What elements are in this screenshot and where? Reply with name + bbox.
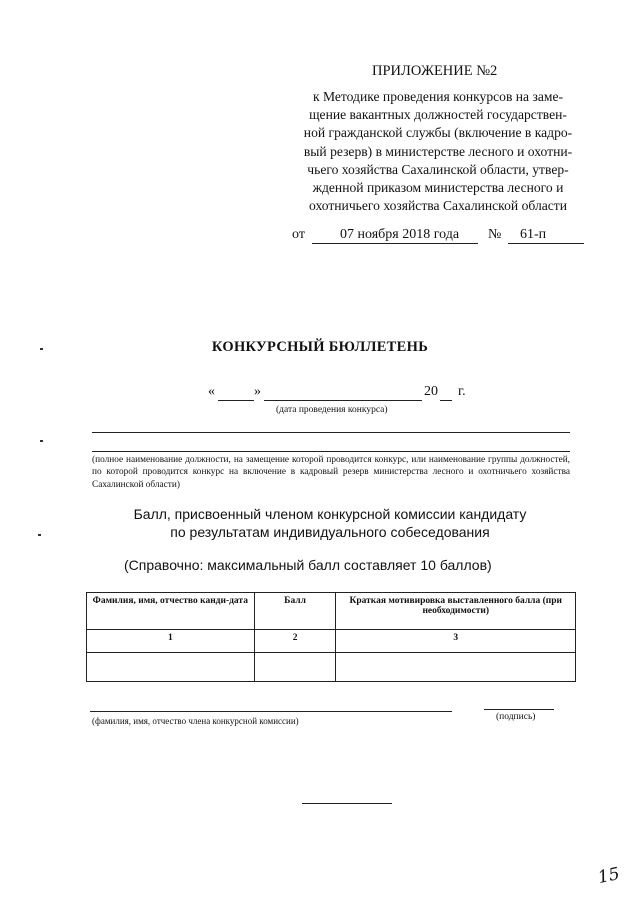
number-label: № [488,227,502,242]
column-number: 1 [87,630,255,653]
handwritten-page-number: 15 [596,863,622,889]
appendix-line: жденной приказом министерства лесного и [312,180,564,196]
scan-speck [40,440,43,442]
scan-speck [40,348,43,350]
bulletin-title: КОНКУРСНЫЙ БЮЛЛЕТЕНЬ [211,339,429,355]
order-number: 61-п [520,227,547,242]
year-prefix: 20 [424,384,438,399]
candidate-name-cell[interactable] [87,653,255,682]
column-header-score: Балл [254,593,336,630]
scan-speck [38,534,41,536]
reference-note: (Справочно: максимальный балл составляет 10 баллов) [124,557,492,573]
position-line [92,451,570,452]
bottom-line [302,803,392,804]
appendix-line: ной гражданской службы (включение в кадро- [303,125,573,141]
appendix-line: чьего хозяйства Сахалинской области, утвер- [307,161,569,177]
table-number-row [87,630,576,653]
open-quote: « [208,384,215,399]
column-number: 2 [254,630,336,653]
position-caption: (полное наименование должности, на замещение которой проводится конкурс, или наименование группы должностей, по которой проводится конкурс на включение в кадровый резерв министерства лесного и охотничьего хозяйства Сахалинской области) [92,455,570,490]
day-underline [218,400,254,401]
table-row [87,653,576,682]
year-underline [440,400,452,401]
appendix-line: вый резерв) в министерстве лесного и охотни- [303,143,573,159]
appendix-title: ПРИЛОЖЕНИЕ №2 [372,63,498,79]
score-heading-line: Балл, присвоенный членом конкурсной комиссии кандидату [133,506,527,522]
score-heading [100,505,560,541]
year-suffix: г. [458,384,466,399]
number-underline [508,243,584,244]
signature-line [484,709,554,710]
score-heading-line: по результатам индивидуального собеседования [170,524,490,540]
member-name-caption: (фамилия, имя, отчество члена конкурсной комиссии) [92,716,299,726]
contest-date-field [208,384,478,404]
column-number: 3 [336,630,576,653]
table-header-row [87,593,576,630]
appendix-text [292,88,584,215]
close-quote: » [254,384,261,399]
appendix-line: щение вакантных должностей государствен- [309,107,567,123]
order-date: 07 ноября 2018 года [340,227,460,242]
column-header-motivation: Краткая мотивировка выставленного балла (при необходимости) [336,593,576,630]
from-label: от [292,227,305,242]
ballot-table [86,592,576,682]
month-underline [264,400,422,401]
member-name-line [90,711,452,712]
order-reference [292,227,592,247]
date-underline [312,243,478,244]
signature-caption: (подпись) [496,712,536,722]
date-caption: (дата проведения конкурса) [276,405,388,415]
position-line [92,432,570,433]
appendix-line: охотничьего хозяйства Сахалинской области [308,198,568,214]
column-header-name: Фамилия, имя, отчество канди-дата [87,593,255,630]
score-cell[interactable] [254,653,336,682]
motivation-cell[interactable] [336,653,576,682]
appendix-line: к Методике проведения конкурсов на заме- [312,89,564,104]
